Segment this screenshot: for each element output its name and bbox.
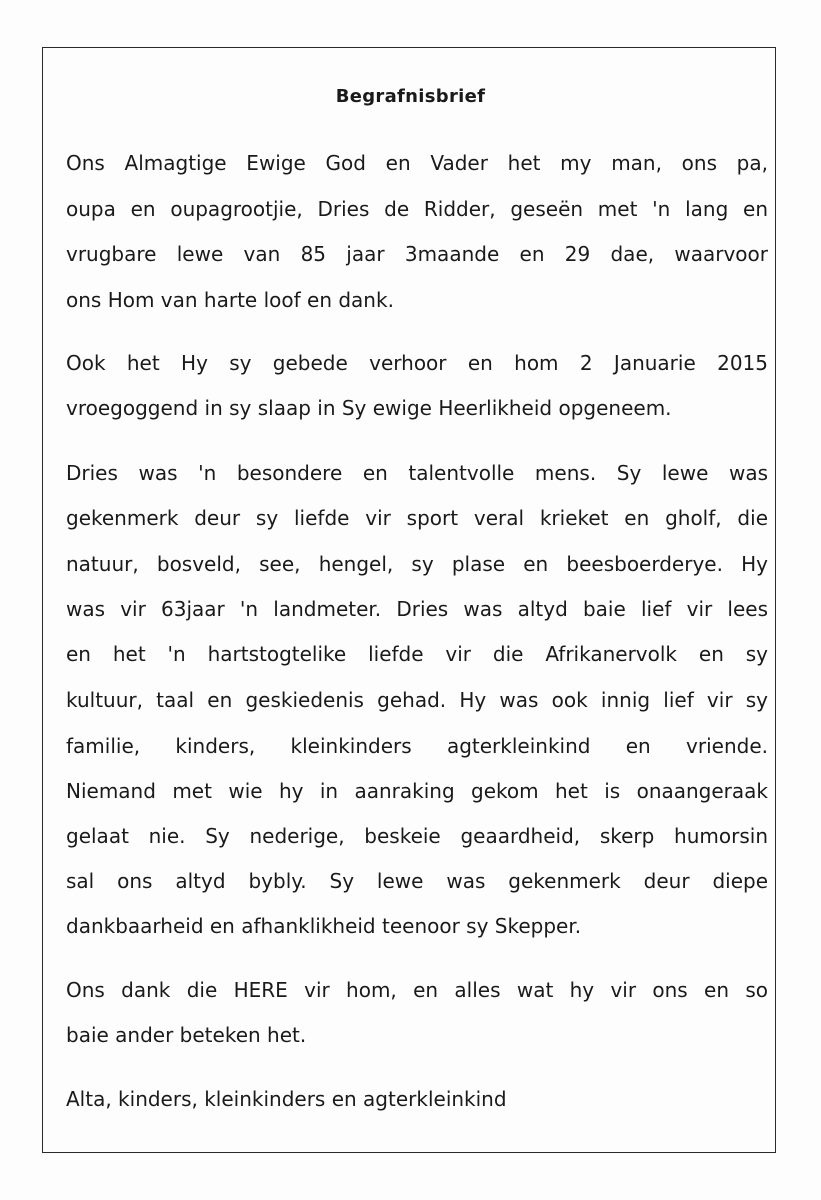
paragraph-2-line-1: Ook het Hy sy gebede verhoor en hom 2 Januarie 2015	[66, 351, 768, 375]
paragraph-4-line-2: baie ander beteken het.	[66, 1023, 307, 1047]
signature-line: Alta, kinders, kleinkinders en agterkleinkind	[66, 1087, 507, 1111]
paragraph-3-line-3: natuur, bosveld, see, hengel, sy plase en beesboerderye. Hy	[66, 552, 768, 576]
paragraph-3-line-1: Dries was 'n besondere en talentvolle mens. Sy lewe was	[66, 461, 768, 485]
paragraph-1-line-4: ons Hom van harte loof en dank.	[66, 288, 394, 312]
paragraph-3-line-6: kultuur, taal en geskiedenis gehad. Hy was ook innig lief vir sy	[66, 688, 768, 712]
paragraph-4-line-1: Ons dank die HERE vir hom, en alles wat hy vir ons en so	[66, 978, 768, 1002]
paragraph-3-line-11: dankbaarheid en afhanklikheid teenoor sy Skepper.	[66, 914, 582, 938]
paragraph-3-line-4: was vir 63jaar 'n landmeter. Dries was altyd baie lief vir lees	[66, 597, 768, 621]
paragraph-3-line-2: gekenmerk deur sy liefde vir sport veral krieket en gholf, die	[66, 506, 768, 530]
paragraph-1-line-1: Ons Almagtige Ewige God en Vader het my man, ons pa,	[66, 151, 768, 175]
paragraph-3-line-8: Niemand met wie hy in aanraking gekom het is onaangeraak	[66, 779, 768, 803]
paragraph-3-line-5: en het 'n hartstogtelike liefde vir die Afrikanervolk en sy	[66, 642, 768, 666]
paragraph-3-line-7: familie, kinders, kleinkinders agterkleinkind en vriende.	[66, 734, 768, 758]
paragraph-3-line-10: sal ons altyd bybly. Sy lewe was gekenmerk deur diepe	[66, 869, 768, 893]
paragraph-1-line-3: vrugbare lewe van 85 jaar 3maande en 29 dae, waarvoor	[66, 242, 768, 266]
paragraph-1-line-2: oupa en oupagrootjie, Dries de Ridder, geseën met 'n lang en	[66, 197, 768, 221]
paragraph-3-line-9: gelaat nie. Sy nederige, beskeie geaardheid, skerp humorsin	[66, 824, 768, 848]
letter-title: Begrafnisbrief	[335, 86, 486, 107]
paragraph-2-line-2: vroegoggend in sy slaap in Sy ewige Heerlikheid opgeneem.	[66, 396, 672, 420]
